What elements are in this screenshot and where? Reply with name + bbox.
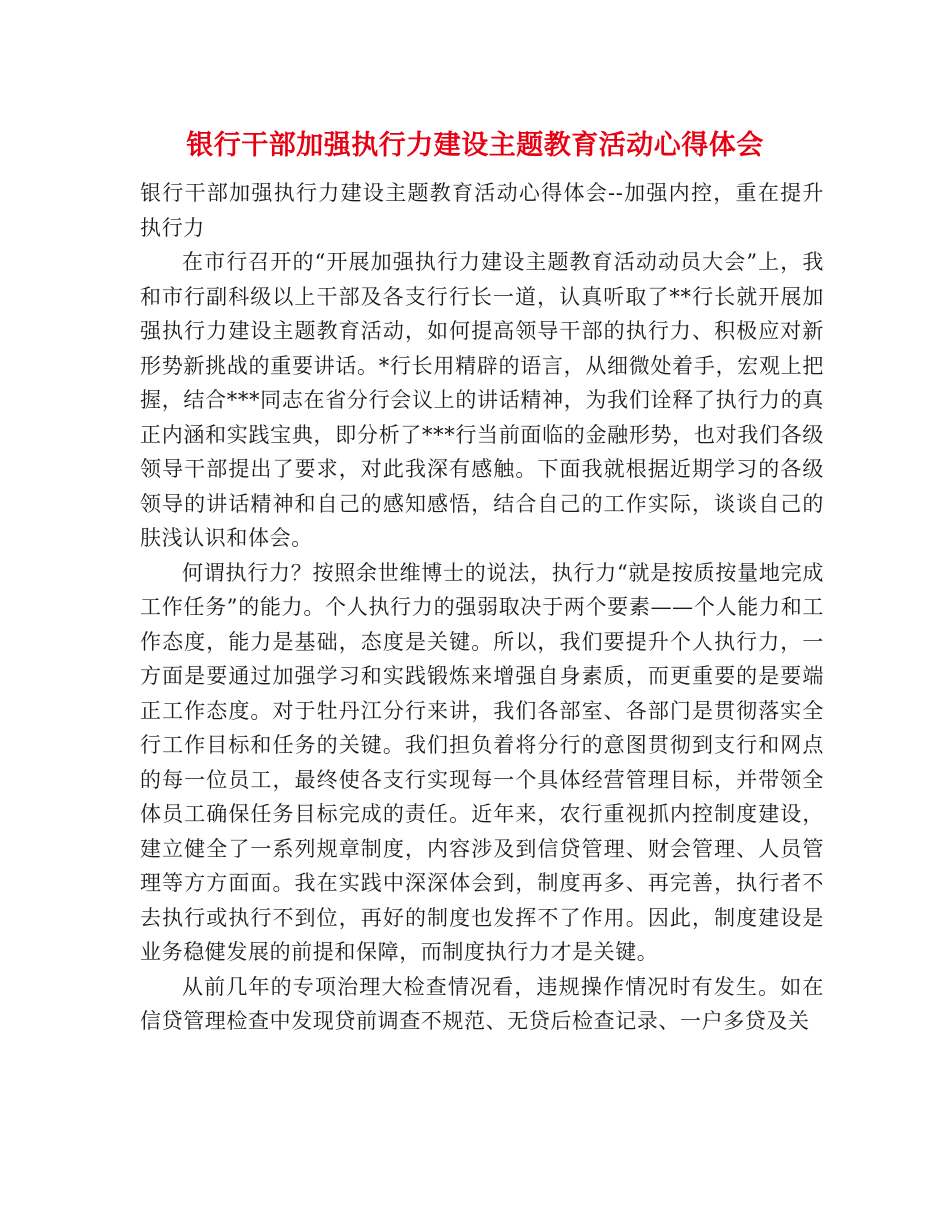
document-body xyxy=(140,176,824,1039)
paragraph-1: 在市行召开的“开展加强执行力建设主题教育活动动员大会”上，我和市行副科级以上干部及各支行行长一道，认真听取了**行长就开展加强执行力建设主题教育活动，如何提高领导干部的执行力、积极应对新形势新挑战的重要讲话。*行长用精辟的语言，从细微处着手，宏观上把握，结合***同志在省分行会议上的讲话精神，为我们诠释了执行力的真正内涵和实践宝典，即分析了***行当前面临的金融形势，也对我们各级领导干部提出了要求，对此我深有感触。下面我就根据近期学习的各级领导的讲话精神和自己的感知感悟，结合自己的工作实际，谈谈自己的肤浅认识和体会。 xyxy=(140,250,824,550)
document-title: 银行干部加强执行力建设主题教育活动心得体会 xyxy=(186,130,764,161)
document-subtitle: 银行干部加强执行力建设主题教育活动心得体会--加强内控，重在提升执行力 xyxy=(140,181,824,240)
paragraph-2: 何谓执行力？按照余世维博士的说法，执行力“就是按质按量地完成工作任务”的能力。个人执行力的强弱取决于两个要素——个人能力和工作态度，能力是基础，态度是关键。所以，我们要提升个人执行力，一方面是要通过加强学习和实践锻炼来增强自身素质，而更重要的是要端正工作态度。对于牡丹江分行来讲，我们各部室、各部门是贯彻落实全行工作目标和任务的关键。我们担负着将分行的意图贯彻到支行和网点的每一位员工，最终使各支行实现每一个具体经营管理目标，并带领全体员工确保任务目标完成的责任。近年来，农行重视抓内控制度建设，建立健全了一系列规章制度，内容涉及到信贷管理、财会管理、人员管理等方方面面。我在实践中深深体会到，制度再多、再完善，执行者不去执行或执行不到位，再好的制度也发挥不了作用。因此，制度建设是业务稳健发展的前提和保障，而制度执行力才是关键。 xyxy=(140,560,824,964)
paragraph-3: 从前几年的专项治理大检查情况看，违规操作情况时有发生。如在信贷管理检查中发现贷前调查不规范、无贷后检查记录、一户多贷及关 xyxy=(140,974,824,1033)
